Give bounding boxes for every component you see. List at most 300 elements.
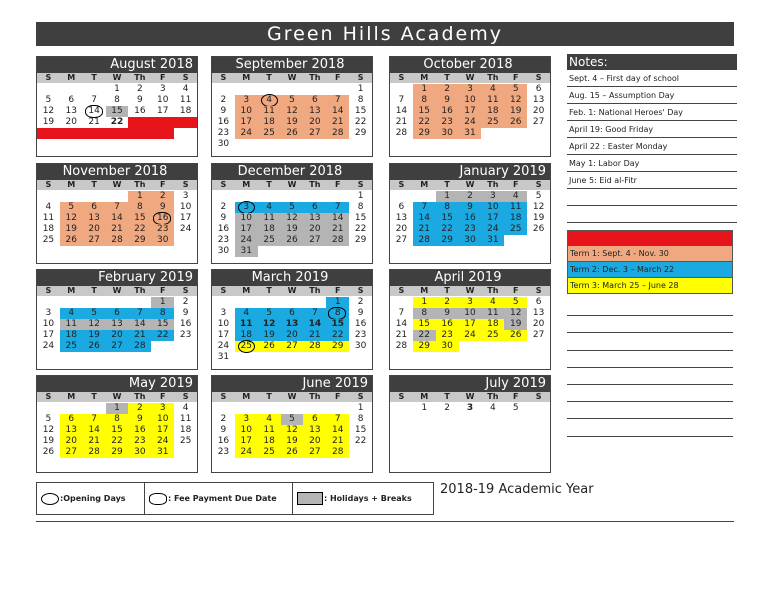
day-cell: 20 [83, 224, 106, 235]
day-cell: 9 [151, 202, 174, 213]
day-cell: 17 [459, 319, 482, 330]
blank-note-lines [567, 299, 733, 437]
day-cell: 28 [83, 447, 106, 458]
weekday-label: S [535, 392, 542, 401]
weekday-label: S [398, 73, 405, 82]
day-cell: 26 [258, 341, 281, 352]
weekday-label: S [182, 73, 189, 82]
empty-cell [212, 403, 235, 414]
day-cell: 25 [179, 436, 192, 446]
day-cell: 15 [128, 213, 151, 224]
weekday-label: S [45, 180, 52, 189]
day-cell: 3 [151, 403, 174, 414]
day-cell: 13 [303, 106, 326, 117]
day-cell: 29 [354, 128, 367, 138]
day-cell: 19 [504, 106, 527, 117]
empty-cell [128, 297, 151, 308]
day-cell: 5 [60, 202, 83, 213]
day-cell: 15 [413, 106, 436, 117]
day-cell: 11 [42, 213, 55, 223]
day-cell: 11 [481, 95, 504, 106]
deadline-row: Deadlines: Tuition Fee Payment [567, 230, 733, 246]
empty-cell [390, 403, 413, 414]
day-cell: 10 [235, 106, 258, 117]
day-cell: 28 [395, 341, 408, 351]
weekday-header [390, 286, 550, 296]
legend-holidays [293, 483, 433, 514]
day-cell: 27 [303, 235, 326, 246]
weekday-label: M [420, 73, 429, 82]
day-cell: 17 [179, 213, 192, 223]
day-cell: 18 [179, 106, 192, 116]
day-cell: 5 [281, 95, 304, 106]
day-cell: 15 [354, 213, 367, 223]
day-cell: 19 [281, 117, 304, 128]
day-cell: 3 [159, 84, 166, 94]
day-cell: 22 [413, 330, 436, 341]
day-cell: 5 [258, 308, 281, 319]
month-calendar [389, 163, 551, 264]
weekday-label: T [266, 286, 272, 295]
day-cell: 19 [504, 319, 527, 330]
weekday-label: Th [487, 392, 499, 401]
day-cell: 1 [413, 84, 436, 95]
day-cell: 12 [281, 213, 304, 224]
weekday-label: T [444, 286, 450, 295]
weekday-label: T [266, 73, 272, 82]
day-cell: 19 [60, 224, 83, 235]
day-cell: 20 [60, 436, 83, 447]
weekday-label: S [45, 286, 52, 295]
day-cell: 8 [357, 414, 364, 424]
day-cell: 10 [235, 425, 258, 436]
weekday-label: S [398, 180, 405, 189]
day-cell: 29 [413, 341, 436, 352]
weekday-label: W [112, 180, 122, 189]
day-cell: 27 [303, 128, 326, 139]
weekday-label: Th [309, 180, 321, 189]
day-cell: 24 [235, 447, 258, 458]
empty-cell [303, 191, 326, 202]
day-cell: 7 [106, 202, 129, 213]
weekday-label: W [465, 180, 475, 189]
empty-cell [303, 84, 326, 95]
weekday-label: M [420, 286, 429, 295]
weekday-label: S [220, 73, 227, 82]
note-item: Feb. 1: National Heroes' Day [567, 104, 737, 121]
day-cell: 11 [481, 308, 504, 319]
day-cell: 8 [326, 308, 349, 319]
weekday-label: S [357, 73, 364, 82]
month-title: July 2019 [390, 376, 550, 392]
month-title: May 2019 [37, 376, 197, 392]
day-cell: 4 [258, 202, 281, 213]
empty-cell [258, 403, 281, 414]
day-cell: 2 [459, 191, 482, 202]
empty-cell [60, 84, 83, 95]
day-cell: 30 [217, 139, 230, 149]
day-cell: 24 [151, 436, 174, 447]
day-grid [212, 190, 372, 257]
day-cell: 6 [535, 84, 542, 94]
day-cell: 13 [532, 95, 545, 105]
day-cell: 29 [106, 447, 129, 458]
day-cell: 19 [281, 436, 304, 447]
weekday-label: W [112, 392, 122, 401]
day-cell: 21 [128, 330, 151, 341]
day-cell: 20 [106, 330, 129, 341]
note-item: Sept. 4 – First day of school [567, 70, 737, 87]
day-cell: 11 [258, 425, 281, 436]
day-cell: 2 [220, 414, 227, 424]
weekday-label: Th [134, 286, 146, 295]
day-cell: 9 [220, 425, 227, 435]
month-title: October 2018 [390, 57, 550, 73]
day-grid [390, 296, 550, 352]
day-cell: 30 [151, 235, 174, 246]
month-calendar [36, 56, 198, 157]
day-cell: 6 [83, 202, 106, 213]
weekday-label: S [220, 286, 227, 295]
academic-year-label: 2018-19 Academic Year [440, 482, 594, 497]
empty-cell [235, 84, 258, 95]
day-cell: 18 [481, 106, 504, 117]
day-cell: 21 [326, 224, 349, 235]
day-cell: 23 [354, 330, 367, 340]
blank-line [567, 316, 733, 333]
weekday-label: T [91, 73, 97, 82]
day-cell: 31 [235, 246, 258, 257]
day-cell: 10 [156, 95, 169, 105]
day-cell: 26 [281, 128, 304, 139]
weekday-label: W [465, 73, 475, 82]
day-grid [212, 402, 372, 458]
day-cell: 28 [83, 128, 106, 139]
weekday-label: F [334, 180, 341, 189]
day-cell: 23 [436, 330, 459, 341]
day-cell: 1 [128, 191, 151, 202]
day-cell: 6 [303, 95, 326, 106]
day-cell: 10 [481, 202, 504, 213]
day-grid [212, 83, 372, 150]
day-cell: 9 [136, 95, 143, 105]
weekday-header [37, 180, 197, 190]
day-cell: 5 [512, 403, 519, 413]
day-cell: 21 [413, 224, 436, 235]
day-cell: 25 [60, 341, 83, 352]
weekday-label: M [67, 73, 76, 82]
day-cell: 12 [258, 319, 281, 330]
day-cell: 8 [413, 95, 436, 106]
month-calendar [36, 163, 198, 264]
month-title: September 2018 [212, 57, 372, 73]
day-cell: 7 [413, 202, 436, 213]
day-cell: 7 [326, 95, 349, 106]
day-cell: 28 [303, 341, 326, 352]
day-grid [37, 296, 197, 352]
day-grid [390, 190, 550, 246]
day-cell: 5 [504, 84, 527, 95]
day-cell: 22 [354, 117, 367, 127]
terms-panel [567, 230, 733, 294]
day-cell: 13 [65, 106, 77, 116]
day-cell: 3 [45, 308, 52, 318]
month-calendar [36, 375, 198, 473]
day-cell: 23 [459, 224, 482, 235]
day-cell: 26 [281, 447, 304, 458]
day-cell: 20 [65, 117, 77, 127]
day-cell: 12 [42, 425, 55, 435]
day-cell: 7 [326, 202, 349, 213]
day-cell: 21 [88, 117, 100, 127]
day-cell: 24 [481, 224, 504, 235]
day-cell: 3 [459, 297, 482, 308]
weekday-label: T [91, 286, 97, 295]
day-cell: 14 [326, 106, 349, 117]
term-3: Term 3: March 25 – June 28 [567, 278, 733, 294]
day-cell: 1 [413, 297, 436, 308]
weekday-label: M [242, 392, 251, 401]
weekday-label: Th [309, 73, 321, 82]
empty-cell [326, 191, 349, 202]
day-cell: 13 [303, 213, 326, 224]
day-grid [37, 402, 197, 458]
month-calendar [211, 375, 373, 473]
notes-header: Notes: [567, 54, 737, 70]
day-cell: 29 [436, 235, 459, 246]
weekday-header [212, 73, 372, 83]
day-cell: 12 [83, 319, 106, 330]
day-cell: 9 [436, 95, 459, 106]
day-cell: 14 [106, 213, 129, 224]
day-cell: 4 [504, 191, 527, 202]
day-cell: 22 [110, 117, 124, 127]
day-cell: 26 [83, 341, 106, 352]
day-cell: 6 [303, 414, 326, 425]
day-cell: 26 [60, 235, 83, 246]
day-cell: 13 [395, 213, 408, 223]
day-cell: 10 [235, 213, 258, 224]
day-cell: 1 [357, 191, 364, 201]
weekday-label: S [182, 392, 189, 401]
weekday-label: Th [134, 392, 146, 401]
day-cell: 28 [395, 128, 408, 138]
day-cell: 14 [303, 319, 326, 330]
day-cell: 15 [106, 106, 129, 117]
day-cell: 21 [83, 436, 106, 447]
day-cell: 28 [326, 447, 349, 458]
day-cell: 19 [42, 436, 55, 446]
day-cell: 10 [179, 202, 192, 212]
day-cell: 20 [532, 106, 545, 116]
day-cell: 7 [91, 95, 97, 105]
weekday-label: F [334, 73, 341, 82]
day-cell: 8 [114, 95, 120, 105]
day-cell: 8 [357, 95, 364, 105]
day-cell: 23 [217, 447, 230, 457]
day-cell: 29 [354, 235, 367, 245]
day-cell: 7 [83, 414, 106, 425]
day-cell: 29 [326, 341, 349, 352]
day-cell: 1 [106, 403, 129, 414]
day-grid [390, 402, 550, 414]
day-cell: 30 [128, 128, 151, 139]
weekday-label: M [242, 286, 251, 295]
day-cell: 1 [436, 191, 459, 202]
weekday-label: F [334, 286, 341, 295]
empty-cell [281, 297, 304, 308]
day-cell: 11 [504, 202, 527, 213]
day-cell: 17 [235, 117, 258, 128]
legend-fee [145, 483, 293, 514]
weekday-header [212, 180, 372, 190]
day-cell: 19 [42, 117, 55, 127]
day-cell: 16 [217, 224, 230, 234]
day-cell: 24 [459, 330, 482, 341]
day-cell: 24 [179, 224, 192, 234]
weekday-header [37, 286, 197, 296]
note-item [567, 206, 737, 223]
day-cell: 7 [398, 308, 405, 318]
weekday-label: W [112, 73, 122, 82]
month-title: January 2019 [390, 164, 550, 180]
day-cell: 12 [504, 308, 527, 319]
empty-cell [60, 191, 83, 202]
legend-fee-label: : Fee Payment Due Date [168, 494, 277, 503]
day-cell: 21 [395, 117, 408, 127]
day-cell: 16 [354, 319, 367, 329]
empty-cell [281, 84, 304, 95]
weekday-label: F [512, 392, 519, 401]
blank-line [567, 385, 733, 402]
empty-cell [37, 297, 60, 308]
month-title: March 2019 [212, 270, 372, 286]
day-cell: 3 [235, 95, 258, 106]
term-1: Term 1: Sept. 4 - Nov. 30 [567, 246, 733, 262]
empty-cell [37, 403, 60, 414]
weekday-label: S [357, 180, 364, 189]
day-cell: 1 [326, 297, 349, 308]
weekday-label: Th [309, 286, 321, 295]
month-title: December 2018 [212, 164, 372, 180]
weekday-label: T [444, 73, 450, 82]
day-cell: 1 [421, 403, 428, 413]
day-cell: 18 [179, 425, 192, 435]
day-cell: 4 [182, 403, 189, 413]
day-cell: 27 [106, 341, 129, 352]
day-cell: 18 [258, 224, 281, 235]
month-title: August 2018 [37, 57, 197, 73]
day-cell: 23 [179, 330, 192, 340]
month-calendar [389, 375, 551, 473]
day-cell: 15 [354, 425, 367, 435]
day-cell: 27 [532, 330, 545, 340]
day-cell: 25 [174, 117, 197, 128]
weekday-label: F [512, 73, 519, 82]
day-cell: 7 [128, 308, 151, 319]
day-cell: 28 [326, 235, 349, 246]
weekday-label: M [420, 392, 429, 401]
day-cell: 17 [151, 425, 174, 436]
note-item: June 5: Eid al-Fitr [567, 172, 737, 189]
day-cell: 2 [220, 95, 227, 105]
day-cell: 17 [481, 213, 504, 224]
weekday-label: S [398, 286, 405, 295]
weekday-header [212, 392, 372, 402]
weekday-label: M [420, 180, 429, 189]
day-cell: 5 [535, 191, 542, 201]
day-cell: 28 [326, 128, 349, 139]
empty-cell [326, 403, 349, 414]
empty-cell [106, 191, 129, 202]
day-cell: 4 [481, 297, 504, 308]
weekday-label: M [67, 180, 76, 189]
empty-cell [235, 403, 258, 414]
day-cell: 12 [281, 425, 304, 436]
day-cell: 2 [220, 202, 227, 212]
weekday-label: F [334, 392, 341, 401]
weekday-label: T [266, 392, 272, 401]
day-cell: 20 [395, 224, 408, 234]
day-cell: 10 [217, 319, 230, 329]
day-cell: 9 [182, 308, 189, 318]
weekday-label: W [465, 392, 475, 401]
day-cell: 28 [413, 235, 436, 246]
day-cell: 1 [357, 403, 364, 413]
day-cell: 15 [106, 425, 129, 436]
day-cell: 6 [303, 202, 326, 213]
weekday-label: T [91, 392, 97, 401]
day-cell: 7 [303, 308, 326, 319]
weekday-label: Th [134, 73, 146, 82]
weekday-header [212, 286, 372, 296]
day-cell: 16 [459, 213, 482, 224]
note-item: May 1: Labor Day [567, 155, 737, 172]
day-cell: 26 [42, 447, 55, 457]
weekday-label: S [220, 392, 227, 401]
weekday-header [390, 180, 550, 190]
day-cell: 9 [220, 213, 227, 223]
day-cell: 27 [303, 447, 326, 458]
day-cell: 13 [83, 213, 106, 224]
blank-line [567, 333, 733, 350]
day-cell: 10 [459, 95, 482, 106]
day-cell: 15 [151, 319, 174, 330]
weekday-header [37, 392, 197, 402]
weekday-label: T [444, 180, 450, 189]
day-cell: 17 [459, 106, 482, 117]
empty-cell [303, 403, 326, 414]
day-cell: 9 [220, 106, 227, 116]
day-cell: 25 [504, 224, 527, 235]
day-cell: 1 [151, 297, 174, 308]
day-cell: 12 [281, 106, 304, 117]
weekday-label: M [67, 286, 76, 295]
weekday-label: Th [487, 73, 499, 82]
note-item: April 22 : Easter Monday [567, 138, 737, 155]
day-cell: 14 [83, 106, 106, 117]
day-cell: 11 [60, 319, 83, 330]
day-cell: 16 [217, 436, 230, 446]
divider [36, 521, 734, 522]
day-cell: 22 [354, 224, 367, 234]
day-cell: 3 [235, 202, 258, 213]
day-cell: 25 [258, 128, 281, 139]
empty-cell [37, 191, 60, 202]
day-cell: 1 [114, 84, 120, 94]
day-cell: 16 [436, 319, 459, 330]
day-cell: 16 [134, 106, 146, 116]
